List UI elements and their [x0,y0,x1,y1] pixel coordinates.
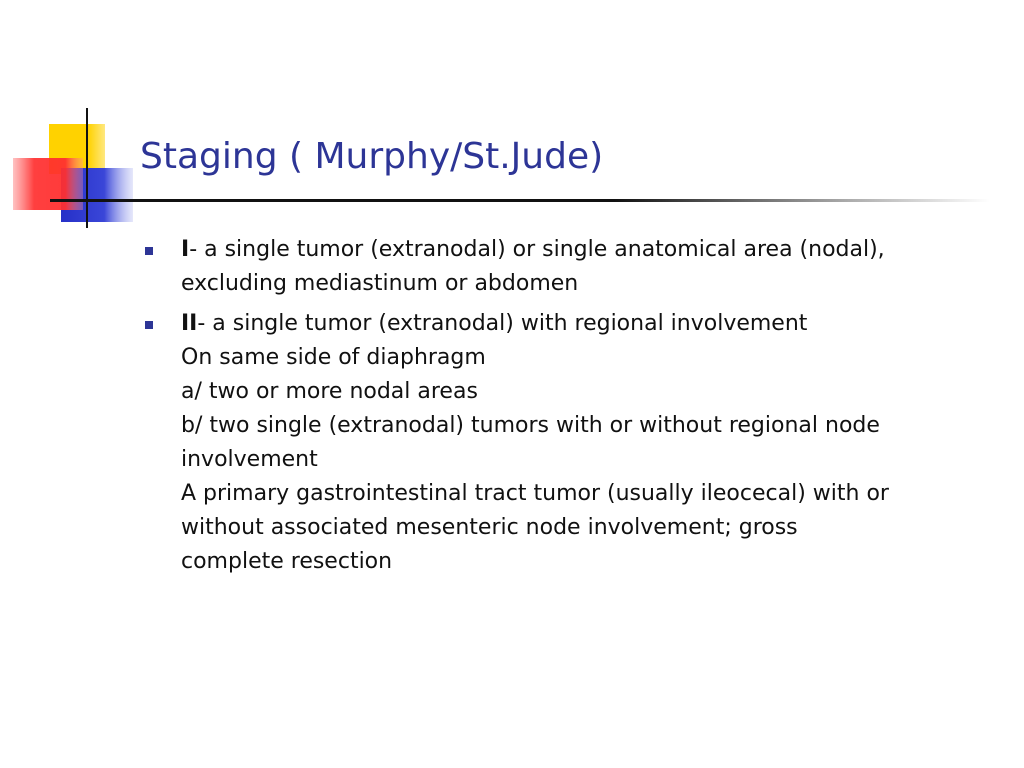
bullet-text: - a single tumor (extranodal) or single anatomical area (nodal), [189,237,885,262]
square-bullet-icon [145,321,153,329]
square-bullet-icon [145,247,153,255]
bullet-list [140,233,1010,585]
decorative-squares-logo [0,0,1024,240]
bullet-line [181,307,1010,341]
bullet-line: involvement [181,447,318,472]
red-square [13,158,83,210]
bullet-item-stage-2 [140,307,1010,579]
slide-title: Staging ( Murphy/St.Jude) [140,136,604,177]
blue-square [61,168,133,222]
bullet-line: A primary gastrointestinal tract tumor (usually ileocecal) with or [181,481,889,506]
yellow-square [49,124,105,174]
bullet-line: On same side of diaphragm [181,345,486,370]
bullet-line: complete resection [181,549,393,574]
bullet-line: a/ two or more nodal areas [181,379,478,404]
stage-label: I [181,237,190,262]
bullet-line [181,233,1010,267]
bullet-line: b/ two single (extranodal) tumors with or without regional node [181,413,880,438]
bullet-line: without associated mesenteric node involvement; gross [181,515,798,540]
bullet-item-stage-1 [140,233,1010,301]
bullet-text: - a single tumor (extranodal) with regional involvement [197,311,808,336]
bullet-line: excluding mediastinum or abdomen [181,271,579,296]
stage-label: II [181,311,198,336]
title-underline [50,199,990,202]
